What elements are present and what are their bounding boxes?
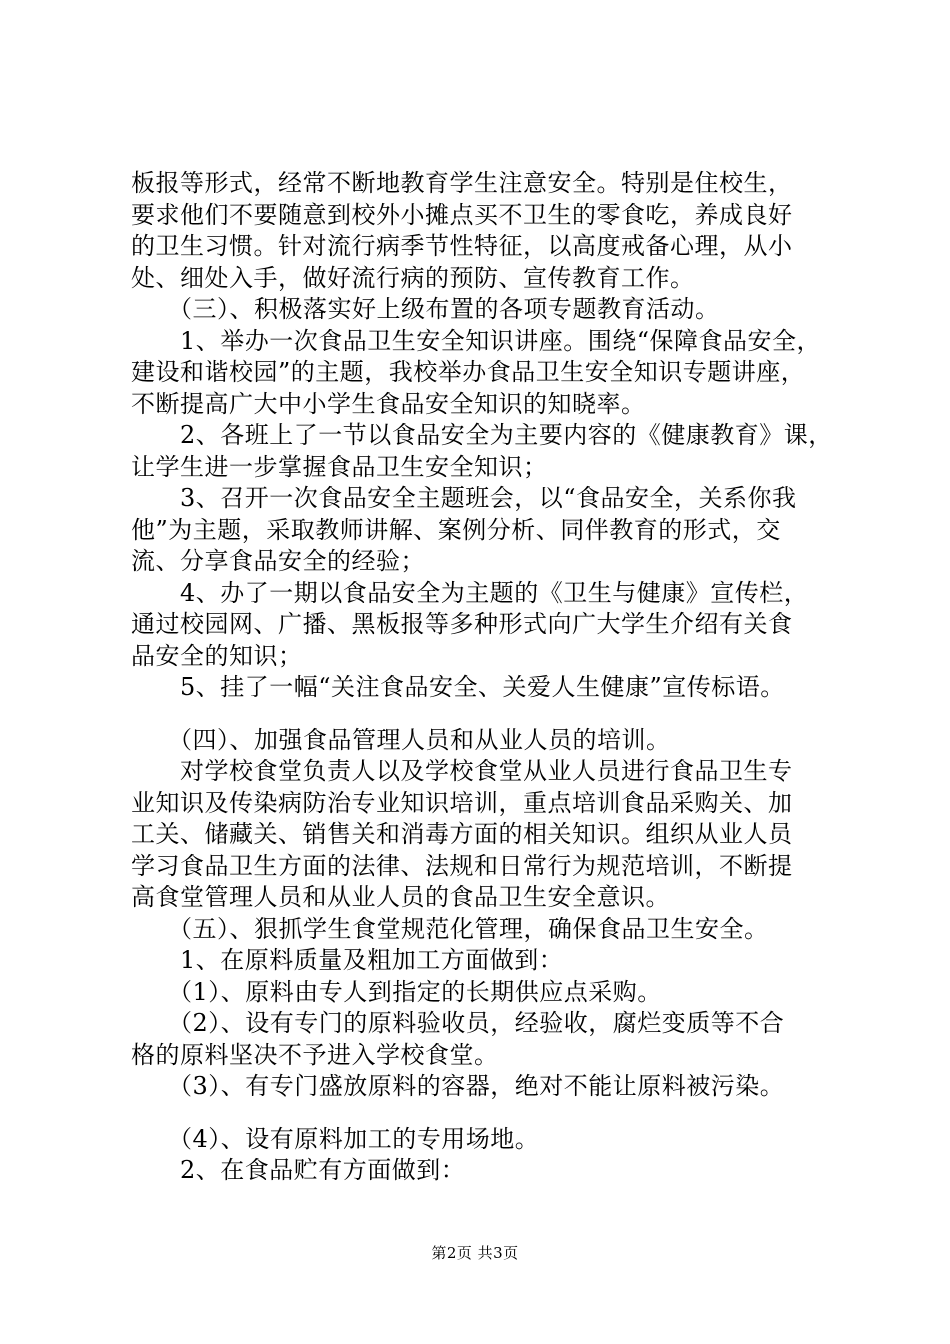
text-line: 板报等形式，经常不断地教育学生注意安全。特别是住校生， [131,169,793,197]
document-body [131,168,831,1187]
text-line: 品安全的知识； [131,641,303,670]
text-line: 流、分享食品安全的经验； [131,547,425,575]
text-line: 对学校食堂负责人以及学校食堂从业人员进行食品卫生专 [131,757,793,785]
paragraph-gap [131,704,831,725]
section-heading: （四）、加强食品管理人员和从业人员的培训。 [131,725,671,754]
text-line: 4、办了一期以食品安全为主题的《卫生与健康》宣传栏， [131,578,809,607]
text-line: 工关、储藏关、销售关和消毒方面的相关知识。组织从业人员 [131,820,793,848]
text-line: 的卫生习惯。针对流行病季节性特征，以高度戒备心理，从小 [131,232,793,260]
text-line: 学习食品卫生方面的法律、法规和日常行为规范培训，不断提 [131,851,793,880]
section-heading: （三）、积极落实好上级布置的各项专题教育活动。 [131,295,720,323]
text-line: 1、在原料质量及粗加工方面做到： [131,946,564,974]
text-line: 不断提高广大中小学生食品安全知识的知晓率。 [131,389,646,418]
text-line: 建设和谐校园”的主题，我校举办食品卫生安全知识专题讲座， [131,358,806,386]
text-line: 5、挂了一幅“关注食品安全、关爱人生健康”宣传标语。 [131,673,785,701]
text-line: 让学生进一步掌握食品卫生安全知识； [131,452,548,481]
text-line: 他”为主题，采取教师讲解、案例分析、同伴教育的形式，交 [131,515,781,544]
page-footer: 第2页 共3页 [431,1244,519,1262]
text-line: 1、举办一次食品卫生安全知识讲座。围绕“保障食品安全， [131,326,822,355]
text-line: 处、细处入手，做好流行病的预防、宣传教育工作。 [131,263,695,292]
text-line: 要求他们不要随意到校外小摊点买不卫生的零食吃，养成良好 [131,200,793,229]
text-line: （3）、有专门盛放原料的容器，绝对不能让原料被污染。 [131,1072,785,1100]
text-line: （2）、设有专门的原料验收员，经验收，腐烂变质等不合 [131,1009,785,1037]
text-line: 3、召开一次食品安全主题班会，以“食品安全，关系你我 [131,484,797,512]
text-line: 通过校园网、广播、黑板报等多种形式向广大学生介绍有关食 [131,610,793,638]
text-line: （4）、设有原料加工的专用场地。 [131,1124,540,1153]
text-line: 2、在食品贮有方面做到： [131,1156,466,1184]
section-heading: （五）、狠抓学生食堂规范化管理，确保食品卫生安全。 [131,914,769,943]
text-line: 业知识及传染病防治专业知识培训，重点培训食品采购关、加 [131,788,793,817]
text-line: （1）、原料由专人到指定的长期供应点采购。 [131,977,662,1006]
paragraph-gap [131,1103,831,1124]
text-line: 格的原料坚决不予进入学校食堂。 [131,1040,499,1069]
text-line: 2、各班上了一节以食品安全为主要内容的《健康教育》课， [131,421,833,449]
text-line: 高食堂管理人员和从业人员的食品卫生安全意识。 [131,883,670,911]
